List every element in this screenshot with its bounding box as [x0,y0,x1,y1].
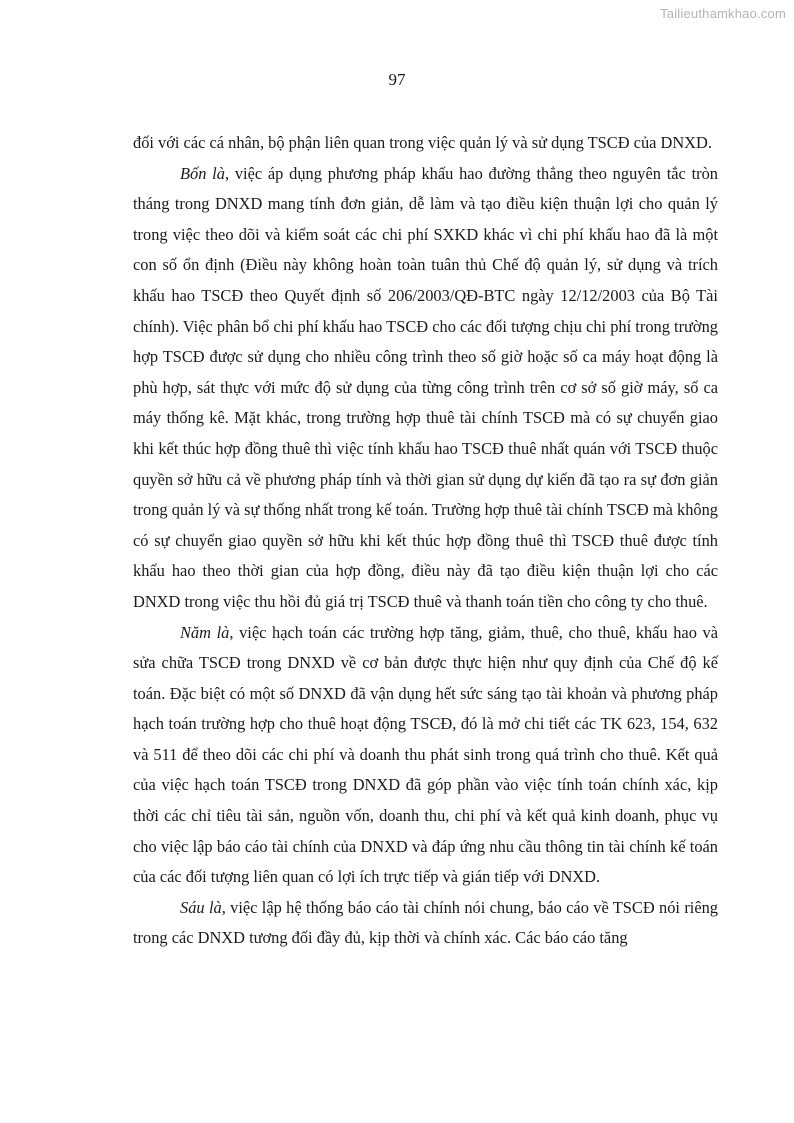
paragraph-sau-la [133,893,718,954]
page-number: 97 [388,70,406,89]
paragraph-lead: Bốn là [180,163,225,183]
paragraph-text: , việc hạch toán các trường hợp tăng, giảm, thuê, cho thuê, khấu hao và sửa chữa TSCĐ trong DNXD về cơ bản được thực hiện như quy định của Chế độ kế toán. Đặc biệt có một số DNXD đã vận dụng hết sức sáng tạo tài khoản và phương pháp hạch toán trường hợp cho thuê hoạt động TSCĐ, đó là mở chi tiết các TK 623, 154, 632 và 511 để theo dõi các chi phí và doanh thu phát sinh trong quá trình cho thuê. Kết quả của việc hạch toán TSCĐ trong DNXD đã góp phần vào việc tính toán chính xác, kịp thời các chỉ tiêu tài sản, nguồn vốn, doanh thu, chi phí và kết quả kinh doanh, phục vụ cho việc lập báo cáo tài chính của DNXD và đáp ứng nhu cầu thông tin tài chính kế toán của các đối tượng liên quan có lợi ích trực tiếp và gián tiếp với DNXD. [133,622,718,887]
watermark-text: Tailieuthamkhao.com [660,6,786,21]
paragraph-text: , việc áp dụng phương pháp khấu hao đường thẳng theo nguyên tắc tròn tháng trong DNXD mang tính đơn giản, dễ làm và tạo điều kiện thuận lợi cho quản lý trong việc theo dõi và kiểm soát các chi phí SXKD khác vì chi phí khấu hao đã là một con số ổn định (Điều này không hoàn toàn tuân thủ Chế độ quản lý, sử dụng và trích khấu hao TSCĐ theo Quyết định số 206/2003/QĐ-BTC ngày 12/12/2003 của Bộ Tài chính). Việc phân bổ chi phí khấu hao TSCĐ cho các đối tượng chịu chi phí trong trường hợp TSCĐ được sử dụng cho nhiều công trình theo số giờ hoặc số ca máy hoạt động là phù hợp, sát thực với mức độ sử dụng của từng công trình trên cơ sở số giờ máy, số ca máy thống kê. Mặt khác, trong trường hợp thuê tài chính TSCĐ mà có sự chuyển giao khi kết thúc hợp đồng thuê thì việc tính khấu hao TSCĐ thuê nhất quán với TSCĐ thuộc quyền sở hữu cả về phương pháp tính và thời gian sử dụng dự kiến đã tạo ra sự đơn giản trong quản lý và sự thống nhất trong kế toán. Trường hợp thuê tài chính TSCĐ mà không có sự chuyển giao quyền sở hữu khi kết thúc hợp đồng thuê thì TSCĐ thuê được tính khấu hao theo thời gian của hợp đồng, điều này đã tạo điều kiện thuận lợi cho các DNXD trong việc thu hồi đủ giá trị TSCĐ thuê và thanh toán tiền cho công ty cho thuê. [133,163,718,611]
paragraph-text: , việc lập hệ thống báo cáo tài chính nói chung, báo cáo về TSCĐ nói riêng trong các DNXD tương đối đầy đủ, kịp thời và chính xác. Các báo cáo tăng [133,897,719,948]
paragraph-nam-la [133,618,718,893]
paragraph-lead: Năm là [180,622,230,642]
paragraph-lead: Sáu là [180,897,222,917]
paragraph-bon-la [133,159,718,618]
paragraph-continuation [133,128,718,159]
document-body [133,128,718,954]
paragraph-text: đối với các cá nhân, bộ phận liên quan trong việc quản lý và sử dụng TSCĐ của DNXD. [133,133,712,152]
